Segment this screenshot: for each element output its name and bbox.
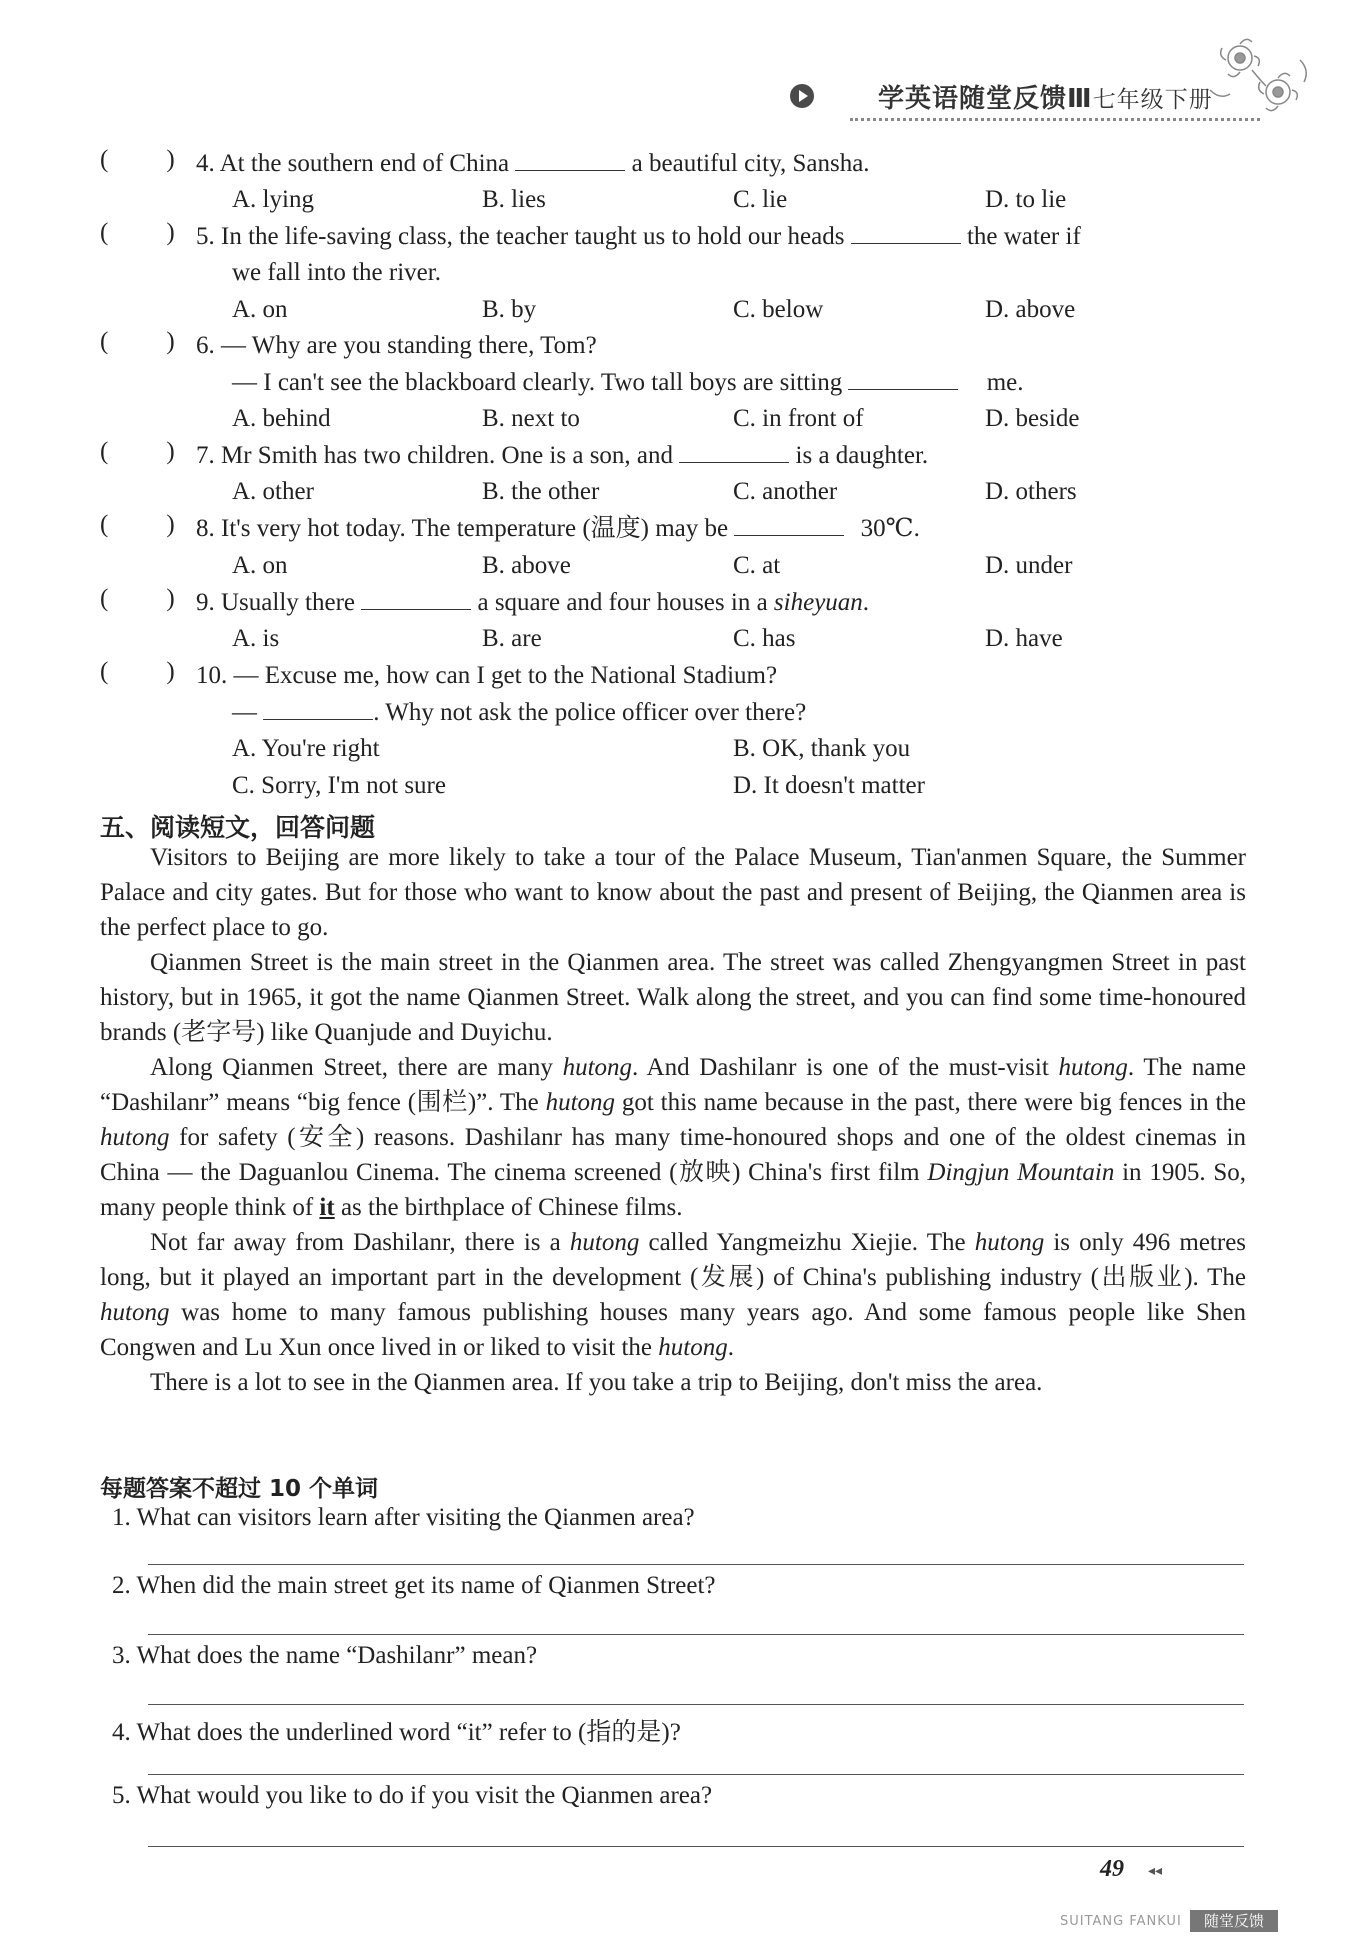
option-d[interactable]: D. to lie <box>985 186 1067 213</box>
footer-brand-cn: 随堂反馈 <box>1190 1910 1278 1932</box>
paragraph-3: Along Qianmen Street, there are many hutong. And Dashilanr is one of the must-visit hutong. The name “Dashilanr” means “big fence (围栏)”. The hutong got this name because in the past, there were big fences in the hutong for safety (安全) reasons. Dashilanr has many time-honoured shops and one of the oldest cinemas in China — the Daguanlou Cinema. The cinema screened (放映) China's first film Dingjun Mountain in 1905. So, many people think of it as the birthplace of Chinese films. <box>100 1054 1247 1221</box>
question-6-stem: 6. — Why are you standing there, Tom? <box>196 332 597 359</box>
reading-passage <box>100 840 1246 1400</box>
option-d[interactable]: D. It doesn't matter <box>733 772 925 799</box>
question-8-stem: 8. It's very hot today. The temperature (温度) may be 30℃. <box>196 515 920 542</box>
answer-bracket[interactable]: ( ) <box>100 585 175 612</box>
option-b[interactable]: B. the other <box>482 478 600 505</box>
footer-brand-en: SUITANG FANKUI <box>1060 1914 1182 1929</box>
question-3: 3. What does the name “Dashilanr” mean? <box>112 1642 538 1669</box>
question-10-stem: 10. — Excuse me, how can I get to the National Stadium? <box>196 662 778 689</box>
option-b[interactable]: B. next to <box>482 405 580 432</box>
blank[interactable] <box>848 367 958 390</box>
sunflower-decoration-icon <box>1200 30 1320 130</box>
option-b[interactable]: B. are <box>482 625 542 652</box>
question-5-stem-cont: we fall into the river. <box>232 259 441 286</box>
question-4-stem: 4. At the southern end of China a beautiful city, Sansha. <box>196 150 870 177</box>
option-c[interactable]: C. below <box>733 296 824 323</box>
option-d[interactable]: D. under <box>985 552 1073 579</box>
option-d[interactable]: D. others <box>985 478 1077 505</box>
answer-line-2[interactable] <box>148 1634 1244 1635</box>
option-a[interactable]: A. behind <box>232 405 331 432</box>
option-b[interactable]: B. lies <box>482 186 546 213</box>
option-a[interactable]: A. is <box>232 625 280 652</box>
blank[interactable] <box>361 587 471 610</box>
option-c[interactable]: C. lie <box>733 186 788 213</box>
option-a[interactable]: A. You're right <box>232 735 380 762</box>
page-header <box>790 78 1270 128</box>
answer-instruction: 每题答案不超过 10 个单词 <box>100 1476 379 1502</box>
page-number: 49 <box>1100 1856 1124 1882</box>
answer-line-5[interactable] <box>148 1846 1244 1847</box>
option-c[interactable]: C. has <box>733 625 796 652</box>
footer-brand <box>1060 1910 1278 1932</box>
answer-bracket[interactable]: ( ) <box>100 511 175 538</box>
play-icon <box>790 84 814 108</box>
answer-line-3[interactable] <box>148 1704 1244 1705</box>
answer-bracket[interactable]: ( ) <box>100 438 175 465</box>
question-7-stem: 7. Mr Smith has two children. One is a son, and is a daughter. <box>196 442 929 469</box>
answer-bracket[interactable]: ( ) <box>100 658 175 685</box>
option-c[interactable]: C. at <box>733 552 781 579</box>
option-a[interactable]: A. on <box>232 552 288 579</box>
option-a[interactable]: A. lying <box>232 186 314 213</box>
book-title <box>878 78 1213 115</box>
book-title-main: 学英语随堂反馈Ⅲ <box>878 84 1093 114</box>
blank[interactable] <box>679 440 789 463</box>
paragraph-4: Not far away from Dashilanr, there is a hutong called Yangmeizhu Xiejie. The hutong is only 496 metres long, but it played an important part in the development (发展) of China's publishing industry (出版业). The hutong was home to many famous publishing houses many years ago. And some famous people like Shen Congwen and Lu Xun once lived in or liked to visit the hutong. <box>100 1229 1247 1361</box>
blank[interactable] <box>515 148 625 171</box>
blank[interactable] <box>851 221 961 244</box>
paragraph-1: Visitors to Beijing are more likely to take a tour of the Palace Museum, Tian'anmen Square, the Summer Palace and city gates. But for those who want to know about the past and present of Beijing, the Qianmen area is the perfect place to go. <box>100 844 1246 941</box>
option-d[interactable]: D. beside <box>985 405 1080 432</box>
underlined-word-it: it <box>319 1194 335 1221</box>
question-4: 4. What does the underlined word “it” refer to (指的是)? <box>112 1719 681 1746</box>
option-a[interactable]: A. other <box>232 478 314 505</box>
answer-line-1[interactable] <box>148 1564 1244 1565</box>
option-c[interactable]: C. Sorry, I'm not sure <box>232 772 446 799</box>
question-9-stem: 9. Usually there a square and four houses in a siheyuan. <box>196 589 870 616</box>
blank[interactable] <box>734 513 844 536</box>
option-c[interactable]: C. another <box>733 478 838 505</box>
question-2: 2. When did the main street get its name of Qianmen Street? <box>112 1572 716 1599</box>
question-6-stem-cont: — I can't see the blackboard clearly. Two tall boys are sitting me. <box>232 369 1024 396</box>
arrow-left-icon: ◂◂ <box>1148 1863 1163 1879</box>
blank[interactable] <box>263 697 373 720</box>
answer-bracket[interactable]: ( ) <box>100 328 175 355</box>
book-title-grade: 七年级下册 <box>1092 87 1213 113</box>
option-b[interactable]: B. OK, thank you <box>733 735 911 762</box>
question-5: 5. What would you like to do if you visit the Qianmen area? <box>112 1782 713 1809</box>
answer-bracket[interactable]: ( ) <box>100 146 175 173</box>
section-title: 五、阅读短文，回答问题 <box>100 813 376 842</box>
answer-line-4[interactable] <box>148 1774 1244 1775</box>
option-b[interactable]: B. by <box>482 296 537 323</box>
header-dotted-rule <box>850 118 1260 121</box>
option-d[interactable]: D. have <box>985 625 1063 652</box>
option-a[interactable]: A. on <box>232 296 288 323</box>
question-10-stem-cont: — . Why not ask the police officer over there? <box>232 699 807 726</box>
option-d[interactable]: D. above <box>985 296 1076 323</box>
question-5-stem: 5. In the life-saving class, the teacher taught us to hold our heads the water if <box>196 223 1081 250</box>
option-b[interactable]: B. above <box>482 552 571 579</box>
answer-bracket[interactable]: ( ) <box>100 219 175 246</box>
paragraph-5: There is a lot to see in the Qianmen area. If you take a trip to Beijing, don't miss the area. <box>150 1369 1043 1396</box>
paragraph-2: Qianmen Street is the main street in the Qianmen area. The street was called Zhengyangmen Street in past history, but in 1965, it got the name Qianmen Street. Walk along the street, and you can find some time-honoured brands (老字号) like Quanjude and Duyichu. <box>100 949 1246 1046</box>
question-1: 1. What can visitors learn after visiting the Qianmen area? <box>112 1504 695 1531</box>
option-c[interactable]: C. in front of <box>733 405 864 432</box>
